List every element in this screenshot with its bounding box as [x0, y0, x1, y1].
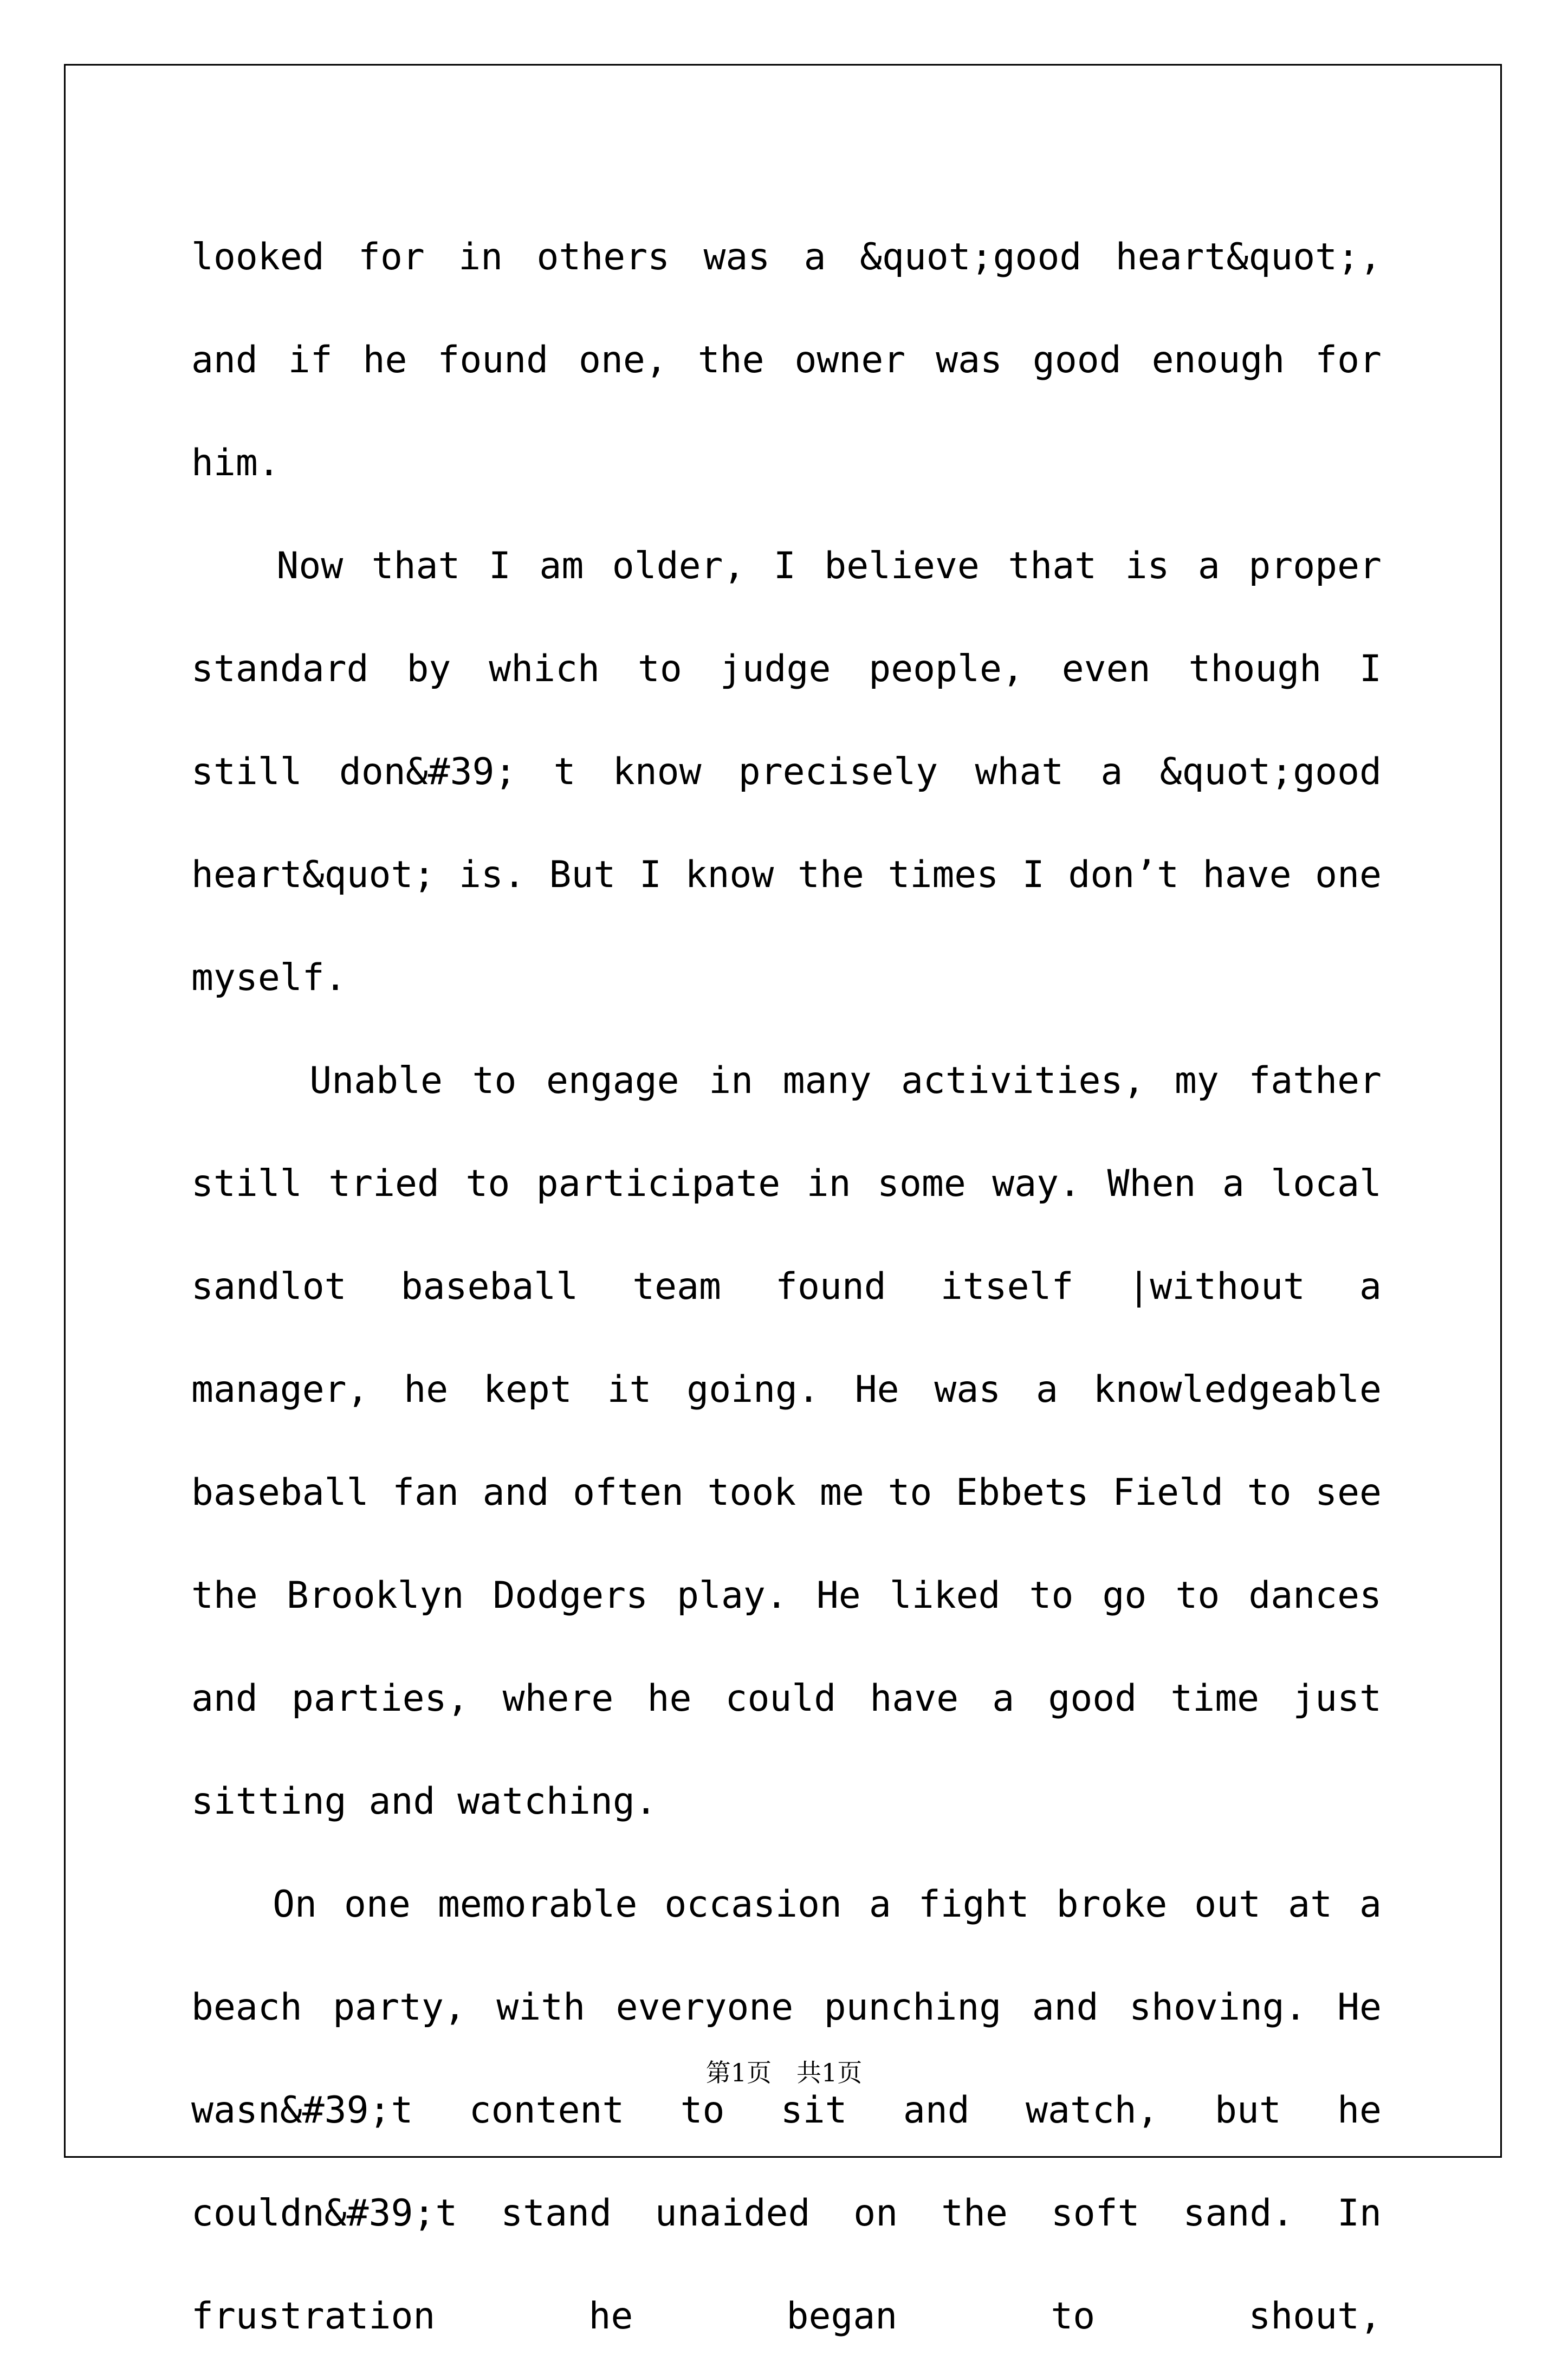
paragraph-1: looked for in others was a &quot;good heart&quot;, and if he found one, the owner was good enough for him. [191, 236, 1382, 484]
paragraph-3: Unable to engage in many activities, my father still tried to participate in some way. When a local sandlot baseball team found itself |without a manager, he kept it going. He was a knowledgeable baseball fan and often took me to Ebbets Field to see the Brooklyn Dodgers play. He liked to go to dances and parties, where he could have a good time just sitting and watching. [191, 1059, 1382, 1823]
document-body [191, 206, 1382, 2368]
paragraph-4: On one memorable occasion a fight broke out at a beach party, with everyone punching and shoving. He wasn&#39;t content to sit and watch, but he couldn&#39;t stand unaided on the soft sand. In frustration he began to shout, [191, 1883, 1382, 2338]
page-number-footer: 第1页 共1页 [705, 2058, 863, 2087]
paragraph-2: Now that I am older, I believe that is a proper standard by which to judge people, even though I still don&#39; t know precisely what a &quot;good heart&quot; is. But I know the times I don’t have one myself. [191, 545, 1382, 999]
